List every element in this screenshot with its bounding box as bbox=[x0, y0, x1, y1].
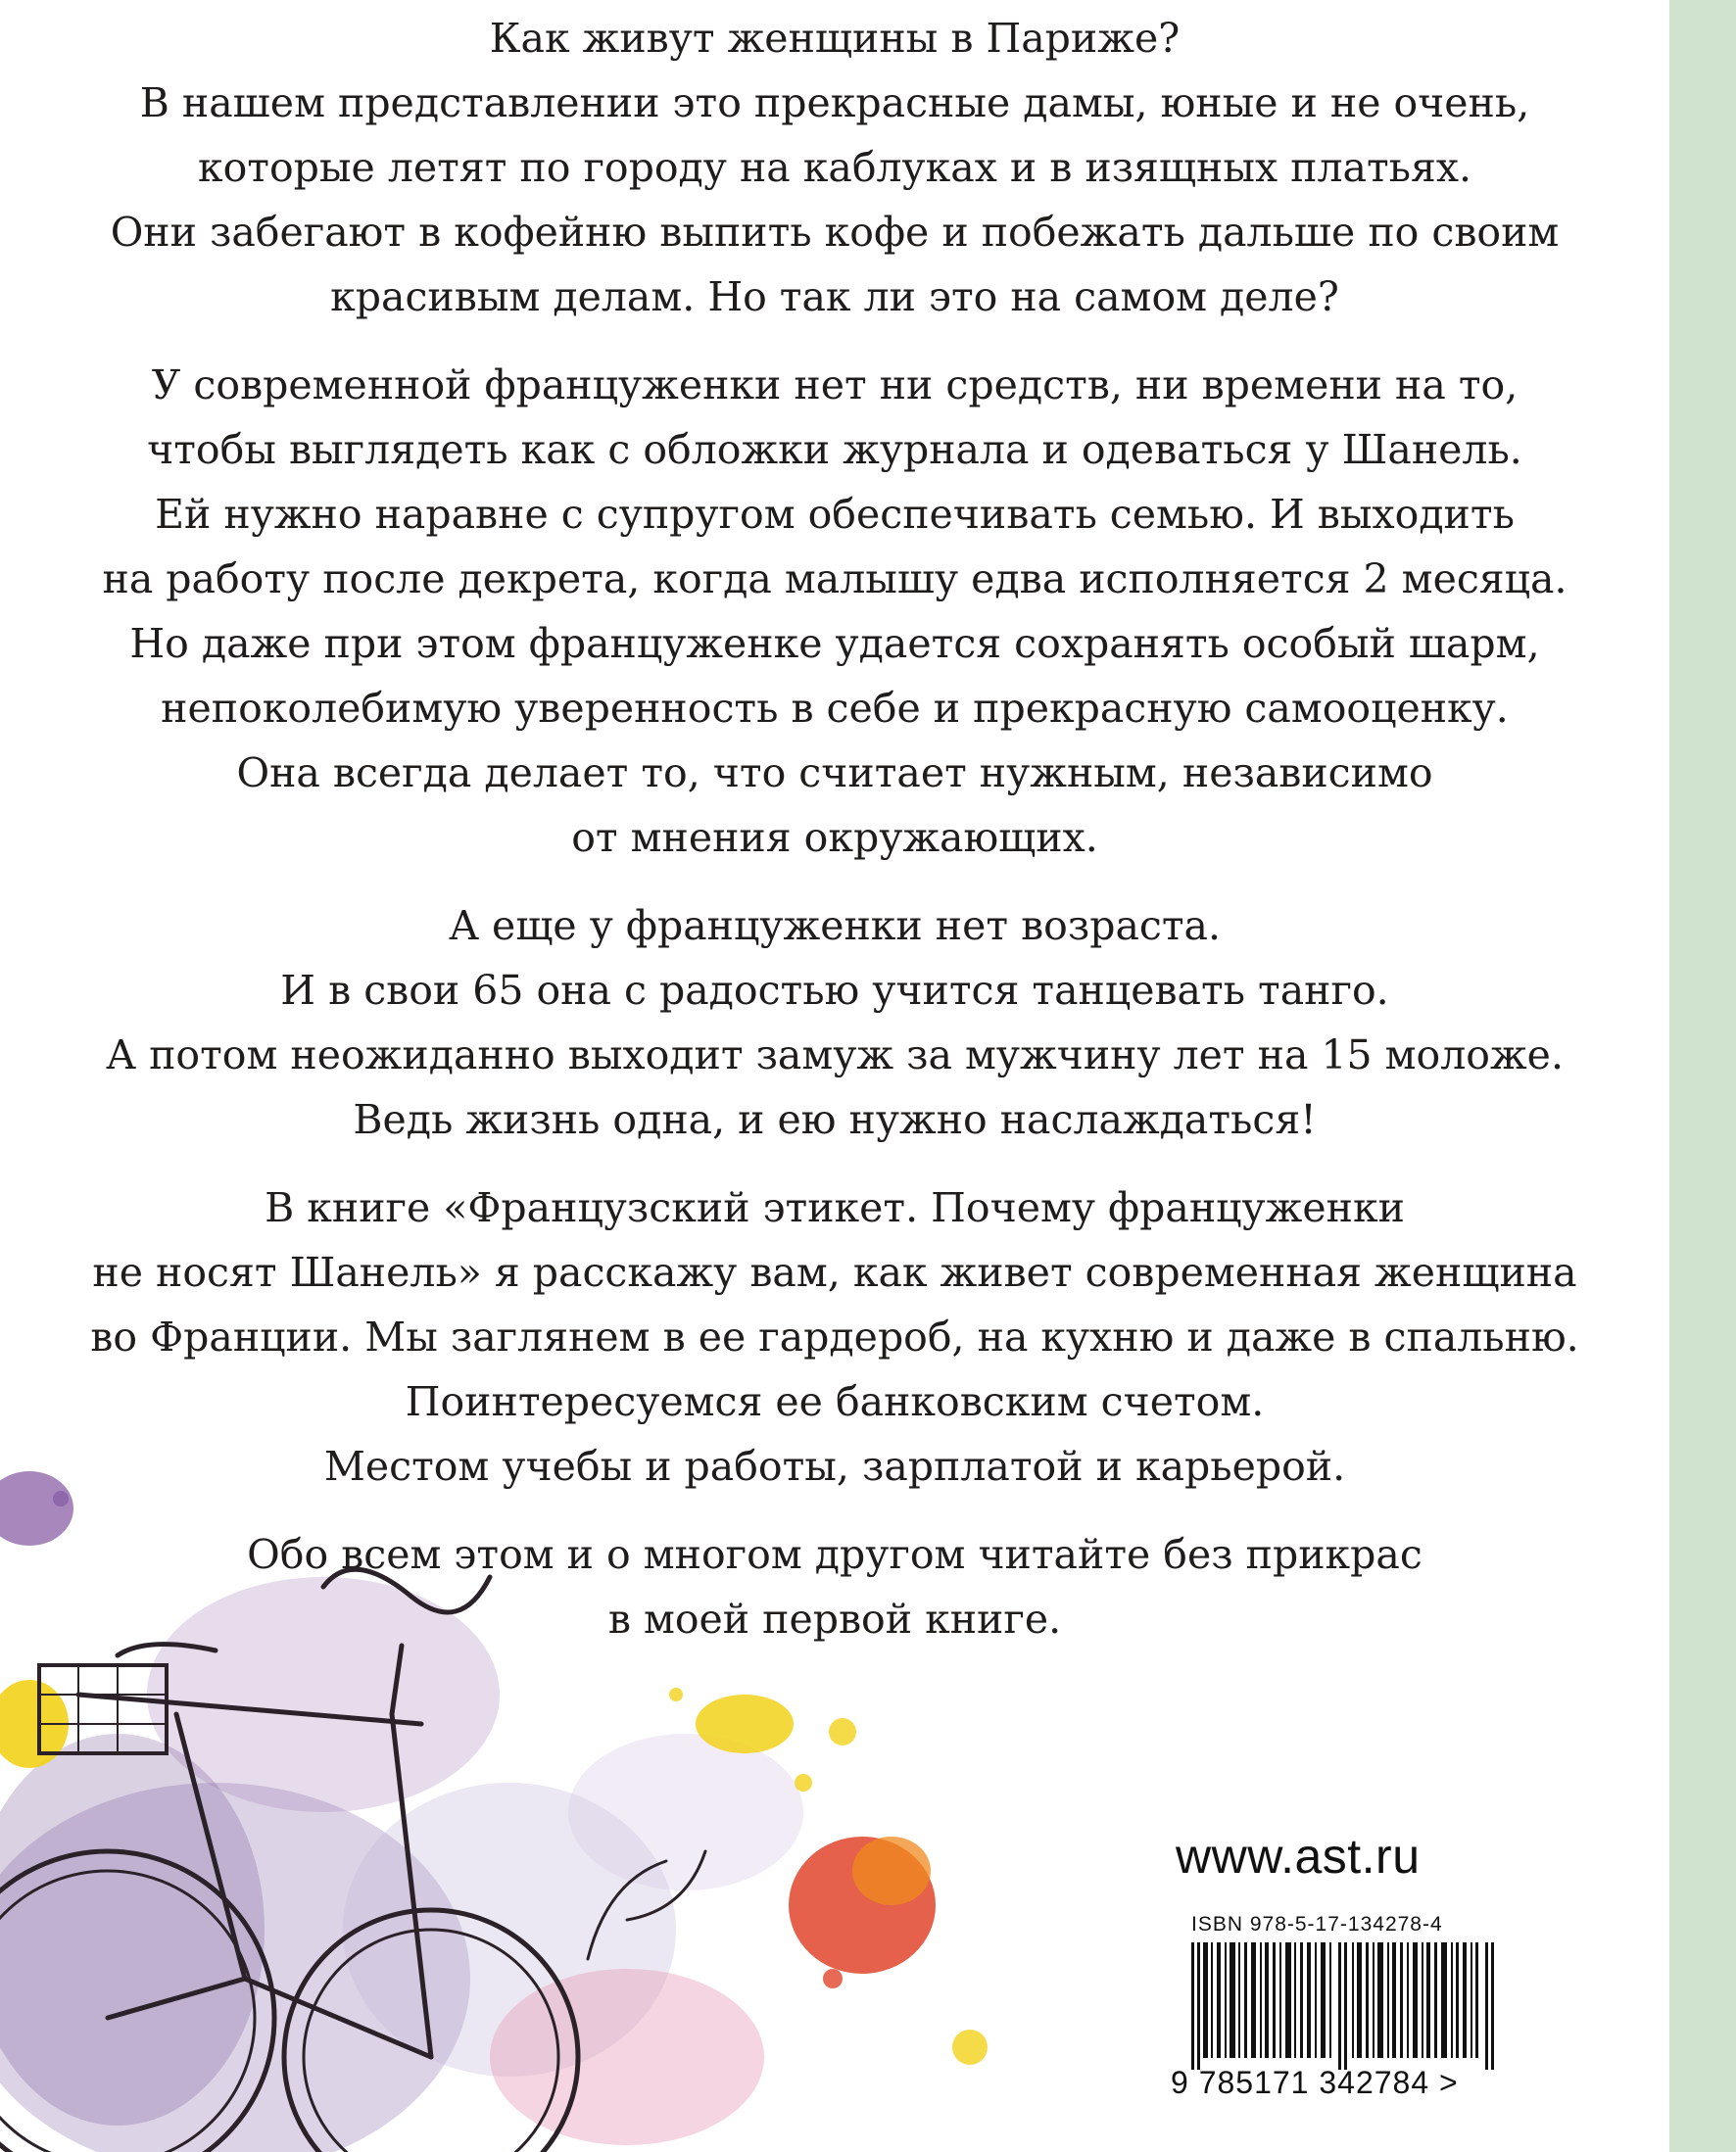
text-line: чтобы выглядеть как с обложки журнала и одеваться у Шанель. bbox=[147, 426, 1522, 473]
paragraph-3 bbox=[0, 893, 1669, 1152]
isbn-label: ISBN 978-5-17-134278-4 bbox=[1191, 1913, 1443, 1936]
text-line: Ей нужно наравне с супругом обеспечивать семью. И выходить bbox=[155, 491, 1515, 538]
text-line: Обо всем этом и о многом другом читайте без прикрас bbox=[247, 1531, 1423, 1578]
watercolor-splashes bbox=[0, 1471, 988, 2152]
text-line: В нашем представлении это прекрасные дамы, юные и не очень, bbox=[139, 79, 1530, 126]
spine-strip bbox=[1669, 0, 1736, 2152]
paragraph-2 bbox=[0, 353, 1669, 870]
paragraph-1 bbox=[0, 0, 1669, 329]
text-line: в моей первой книге. bbox=[607, 1596, 1062, 1643]
text-line: красивым делам. Но так ли это на самом деле? bbox=[330, 273, 1339, 320]
text-line: которые летят по городу на каблуках и в изящных платьях. bbox=[197, 144, 1471, 191]
text-line: Они забегают в кофейню выпить кофе и побежать дальше по своим bbox=[110, 209, 1560, 256]
text-line: И в свои 65 она с радостью учится танцевать танго. bbox=[280, 967, 1389, 1014]
barcode-icon bbox=[1191, 1942, 1501, 2070]
text-line: непоколебимую уверенность в себе и прекрасную самооценку. bbox=[161, 685, 1509, 732]
text-line: В книге «Французский этикет. Почему француженки bbox=[265, 1184, 1405, 1231]
publisher-url: www.ast.ru bbox=[1176, 1829, 1421, 1884]
text-line: Она всегда делает то, что считает нужным, независимо bbox=[236, 749, 1433, 796]
text-line: А потом неожиданно выходит замуж за мужчину лет на 15 моложе. bbox=[106, 1031, 1564, 1078]
text-line: Местом учебы и работы, зарплатой и карьерой. bbox=[323, 1443, 1346, 1490]
barcode-digits: 9 785171 342784 > bbox=[1171, 2065, 1459, 2100]
text-line: Как живут женщины в Париже? bbox=[489, 15, 1181, 62]
text-line: от мнения окружающих. bbox=[571, 814, 1098, 861]
text-line: У современной француженки нет ни средств, ни времени на то, bbox=[151, 361, 1519, 408]
text-line: не носят Шанель» я расскажу вам, как живет современная женщина bbox=[92, 1249, 1577, 1296]
text-line: А еще у француженки нет возраста. bbox=[448, 902, 1222, 949]
paragraph-4 bbox=[0, 1175, 1669, 1499]
text-line: Ведь жизнь одна, и ею нужно наслаждаться! bbox=[353, 1096, 1317, 1143]
text-line: на работу после декрета, когда малышу едва исполняется 2 месяца. bbox=[102, 555, 1567, 602]
text-line: Поинтересуемся ее банковским счетом. bbox=[405, 1378, 1265, 1425]
text-line: во Франции. Мы заглянем в ее гардероб, на кухню и даже в спальню. bbox=[90, 1314, 1579, 1361]
text-line: Но даже при этом француженке удается сохранять особый шарм, bbox=[129, 620, 1540, 667]
